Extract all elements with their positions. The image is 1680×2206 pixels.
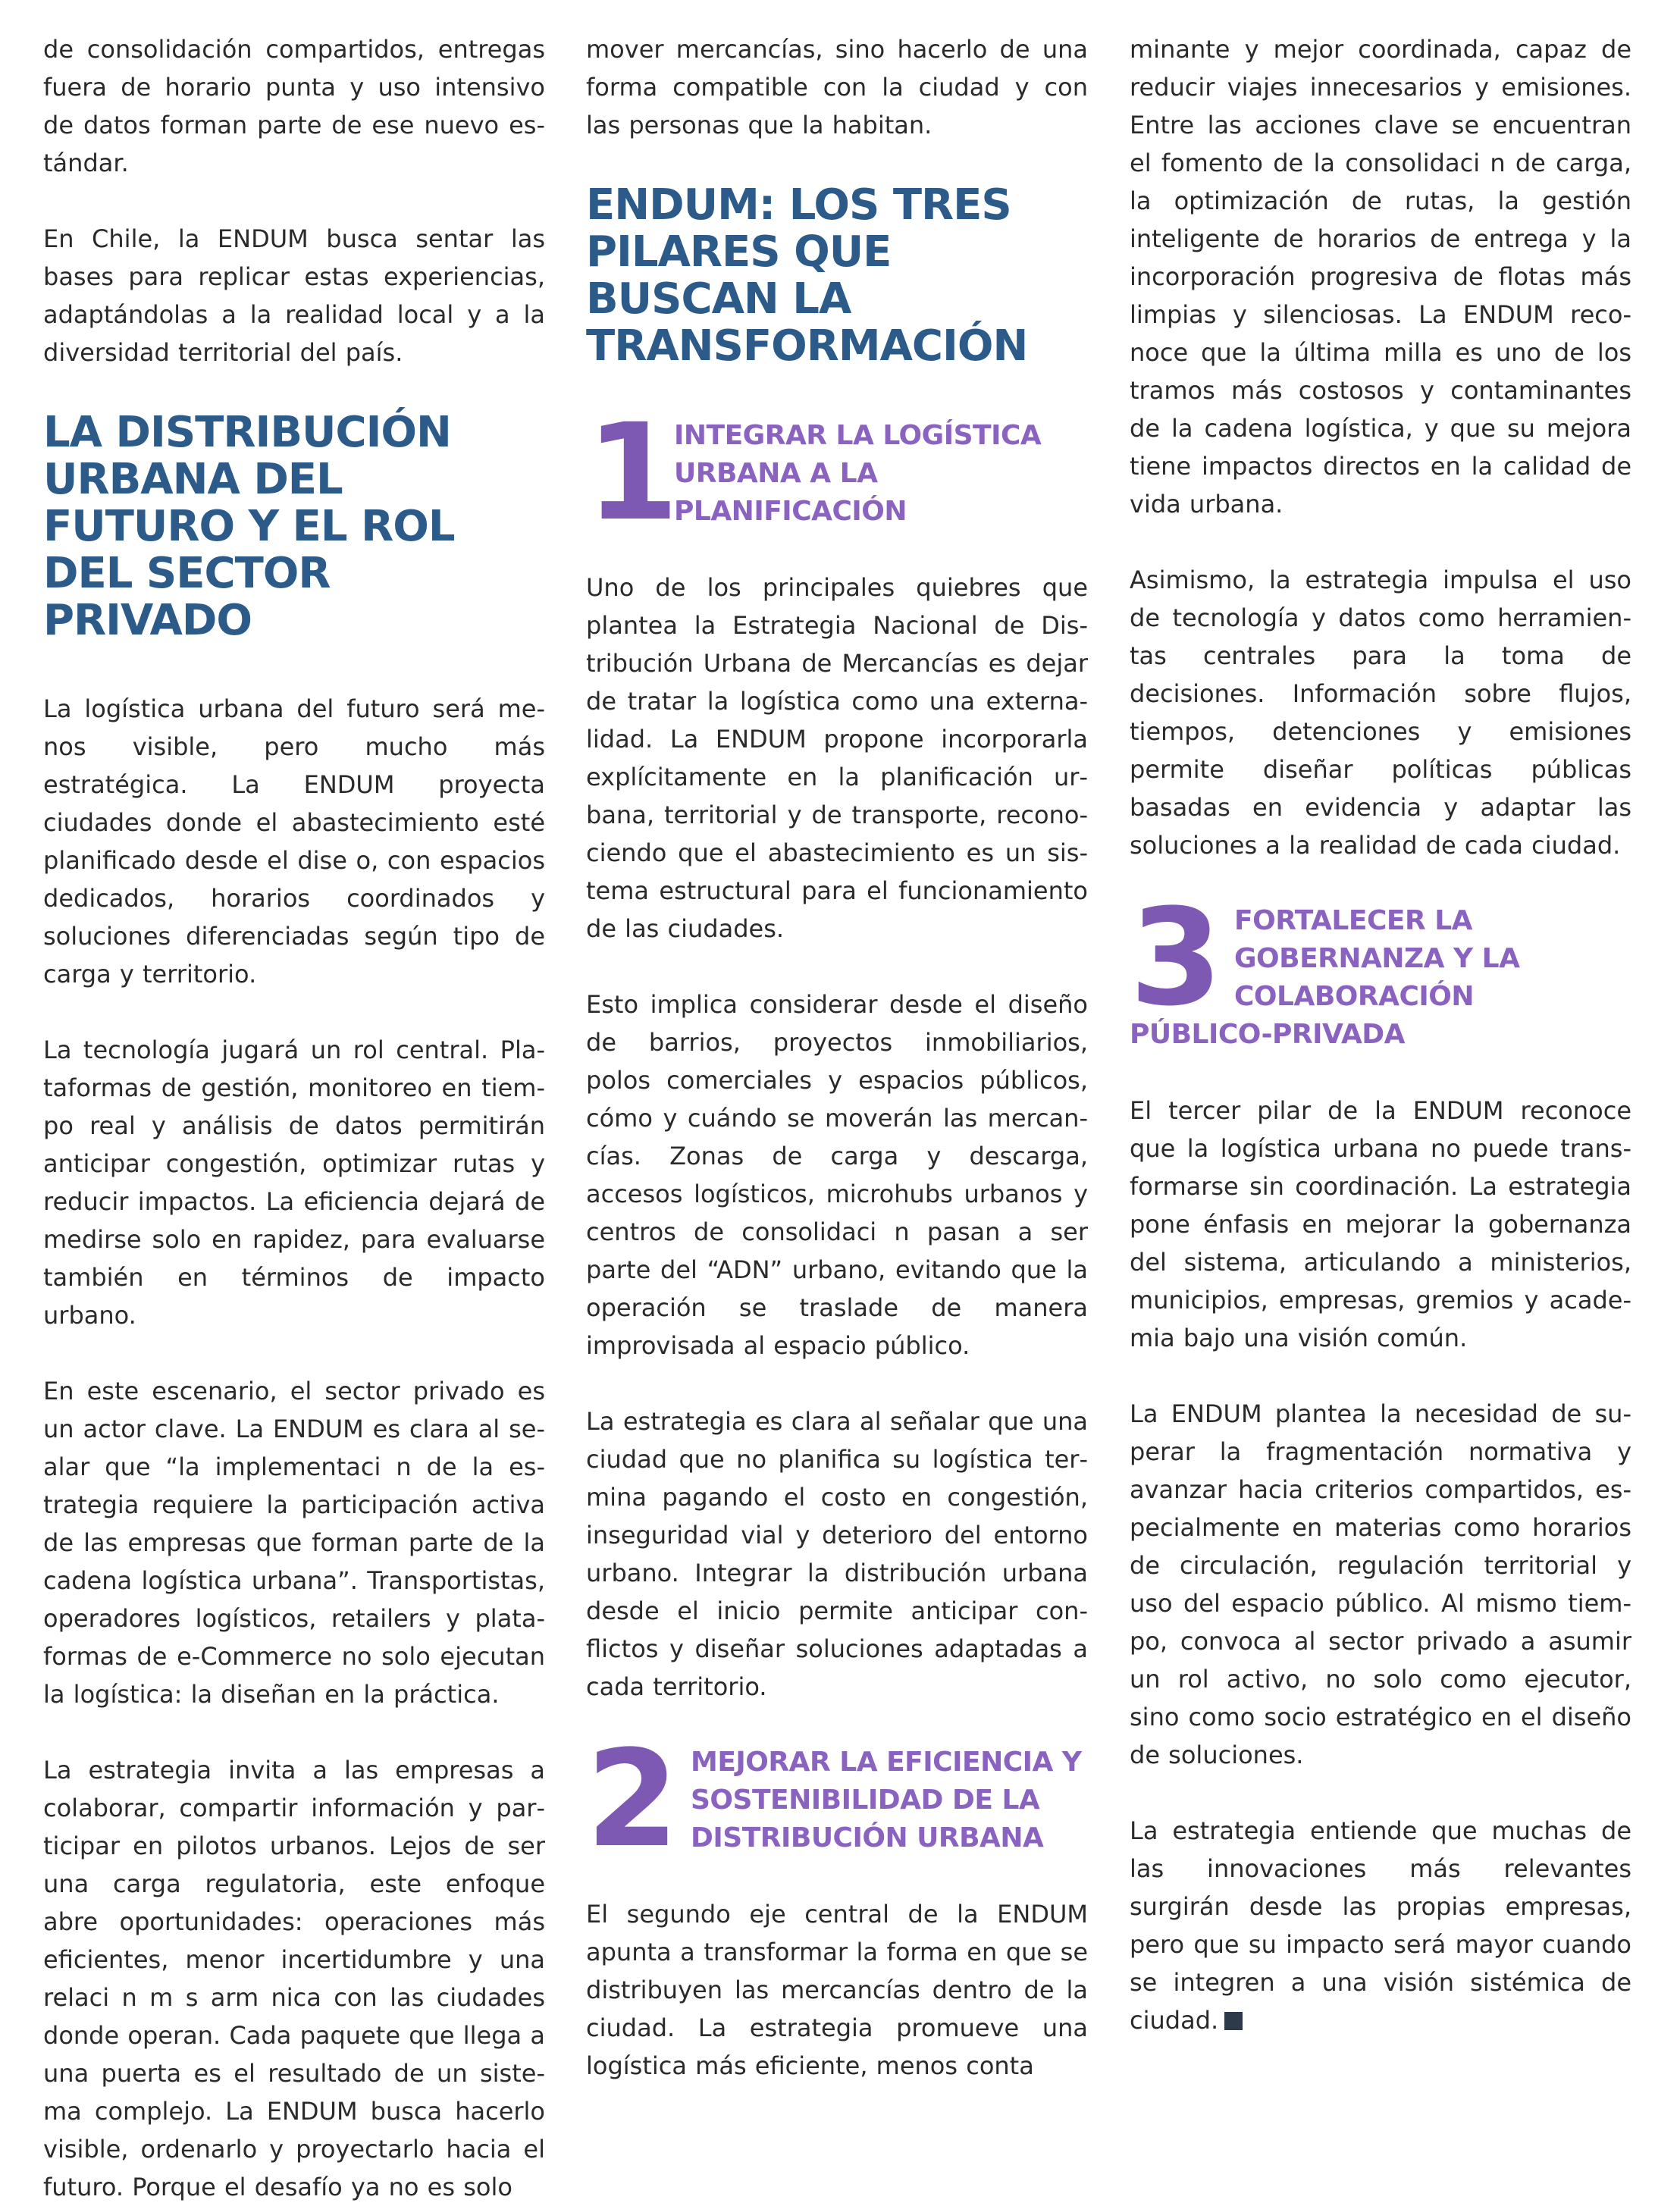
paragraph-chile: En Chile, la ENDUM busca sentar las bases para replicar estas experiencias, adaptándolas a la realidad local y a la diversidad territorial del país. — [43, 224, 545, 367]
paragraph-intro-continued: de consolidación compartidos, entregas fuera de horario punta y uso intensivo de datos forman parte de ese nuevo estándar. — [43, 35, 545, 177]
paragraph: La estrategia es clara al señalar que una ciudad que no planifica su logística termina pagando el costo en congestión, inseguridad vial y deterioro del entorno urbano. Integrar la distribución urbana desde el inicio permite anticipar conflictos y diseñar soluciones adaptadas a cada territorio. — [586, 1407, 1088, 1701]
section-heading-future: LA DISTRIBUCIÓN URBANA DEL FUTURO Y EL ROL DEL SECTOR PRIVADO — [43, 408, 455, 645]
paragraph-final-text: La estrategia entiende que muchas de las innovaciones más relevantes surgirán desde las propias empresas, pero que su impacto será mayor cuando se integren a una visión sistémica de ciudad. — [1130, 1816, 1631, 2035]
end-of-article-square-icon — [1224, 2012, 1243, 2030]
paragraph: Uno de los principales quiebres que plantea la Estrategia Nacional de Distribución Urbana de Mercancías es dejar de tratar la logística como una externalidad. La ENDUM propone incorporarla explícitamente en la planificación urbana, territorial y de transporte, reconociendo que el abastecimiento es un sistema estructural para el funcionamiento de las ciudades. — [586, 573, 1088, 943]
pillar-title-tail: PÚBLICO-PRIVADA — [1130, 1019, 1406, 1050]
paragraph: En este escenario, el sector privado es un actor clave. La ENDUM es clara al se alar que “la implementaci n de la estrategia requiere la participación activa de las empresas que forman parte de la cadena logística urbana”. Transportistas, operadores logísticos, retailers y plataformas de e-Commerce no solo ejecutan la logística: la diseñan en la práctica. — [43, 1377, 545, 1709]
pillar-2 — [586, 1722, 1088, 1877]
column-2 — [586, 30, 1088, 2085]
paragraph: Esto implica considerar desde el diseño de barrios, proyectos inmobiliarios, polos comerciales y espacios públicos, cómo y cuándo se moverán las mercancías. Zonas de carga y descarga, accesos logísticos, microhubs urbanos y centros de consolidaci n pasan a ser parte del “ADN” urbano, evitando que la operación se traslade de manera improvisada al espacio público. — [586, 990, 1088, 1360]
paragraph: La tecnología jugará un rol central. Plataformas de gestión, monitoreo en tiempo real y análisis de datos permitirán anticipar congestión, optimizar rutas y reducir impactos. La eficiencia dejará de medirse solo en rapidez, para evaluarse también en términos de impacto urbano. — [43, 1036, 545, 1330]
pillar-3 — [1130, 880, 1631, 1054]
paragraph-continued: minante y mejor coordinada, capaz de reducir viajes innecesarios y emisiones. Entre las acciones clave se encuentran el fomento de la consolidaci n de carga, la optimización de rutas, la gestión inteligente de horarios de entrega y la incorporación progresiva de flotas más limpias y silenciosas. La ENDUM reconoce que la última milla es uno de los tramos más costosos y contaminantes de la cadena logística, y que su mejora tiene impactos directos en la calidad de vida urbana. — [1130, 35, 1631, 519]
paragraph: El segundo eje central de la ENDUM apunta a transformar la forma en que se distribuyen las mercancías dentro de la ciudad. La estrategia promueve una logística más eficiente, menos conta — [586, 1900, 1088, 2080]
pillar-number: 2 — [586, 1722, 675, 1877]
pillar-title: INTEGRAR LA LOGÍSTICA URBANA A LA PLANIFICACIÓN — [674, 420, 1042, 527]
paragraph: La ENDUM plantea la necesidad de superar la fragmentación normativa y avanzar hacia criterios compartidos, especialmente en materias como horarios de circulación, regulación territorial y uso del espacio público. Al mismo tiempo, convoca al sector privado a asumir un rol activo, no solo como ejecutor, sino como socio estratégico en el diseño de soluciones. — [1130, 1399, 1631, 1769]
section-heading-pillars: ENDUM: LOS TRES PILARES QUE BUSCAN LA TRANSFORMACIÓN — [586, 180, 1028, 371]
pillar-title-main: FORTALECER LA GOBERNANZA Y LA COLABORACIÓN — [1234, 905, 1520, 1012]
column-3 — [1130, 30, 1631, 2039]
paragraph-final — [1130, 1812, 1631, 2039]
paragraph: La estrategia invita a las empresas a colaborar, compartir información y participar en pilotos urbanos. Lejos de ser una carga regulatoria, este enfoque abre oportunidades: operaciones más eficientes, menor incertidumbre y una relaci n m s arm nica con las ciudades donde operan. Cada paquete que llega a una puerta es el resultado de un sistema complejo. La ENDUM busca hacerlo visible, ordenarlo y proyectarlo hacia el futuro. Porque el desafío ya no es solo — [43, 1756, 545, 2201]
column-1 — [43, 30, 545, 2206]
paragraph: La logística urbana del futuro será menos visible, pero mucho más estratégica. La ENDUM proyecta ciudades donde el abastecimiento esté planificado desde el dise o, con espacios dedicados, horarios coordinados y soluciones diferenciadas según tipo de carga y territorio. — [43, 694, 545, 989]
pillar-number: 1 — [586, 395, 675, 550]
pillar-1 — [586, 395, 1088, 550]
paragraph: Asimismo, la estrategia impulsa el uso de tecnología y datos como herramientas centrales para la toma de decisiones. Información sobre flujos, tiempos, detenciones y emisiones permite diseñar políticas públicas basadas en evidencia y adaptar las soluciones a la realidad de cada ciudad. — [1130, 566, 1631, 860]
pillar-number: 3 — [1130, 880, 1218, 1036]
paragraph-continued: mover mercancías, sino hacerlo de una forma compatible con la ciudad y con las personas que la habitan. — [586, 35, 1088, 139]
paragraph: El tercer pilar de la ENDUM reconoce que la logística urbana no puede transformarse sin coordinación. La estrategia pone énfasis en mejorar la gobernanza del sistema, articulando a ministerios, municipios, empresas, gremios y academia bajo una visión común. — [1130, 1096, 1631, 1352]
pillar-title: MEJORAR LA EFICIENCIA Y SOSTENIBILIDAD DE LA DISTRIBUCIÓN URBANA — [691, 1747, 1082, 1853]
